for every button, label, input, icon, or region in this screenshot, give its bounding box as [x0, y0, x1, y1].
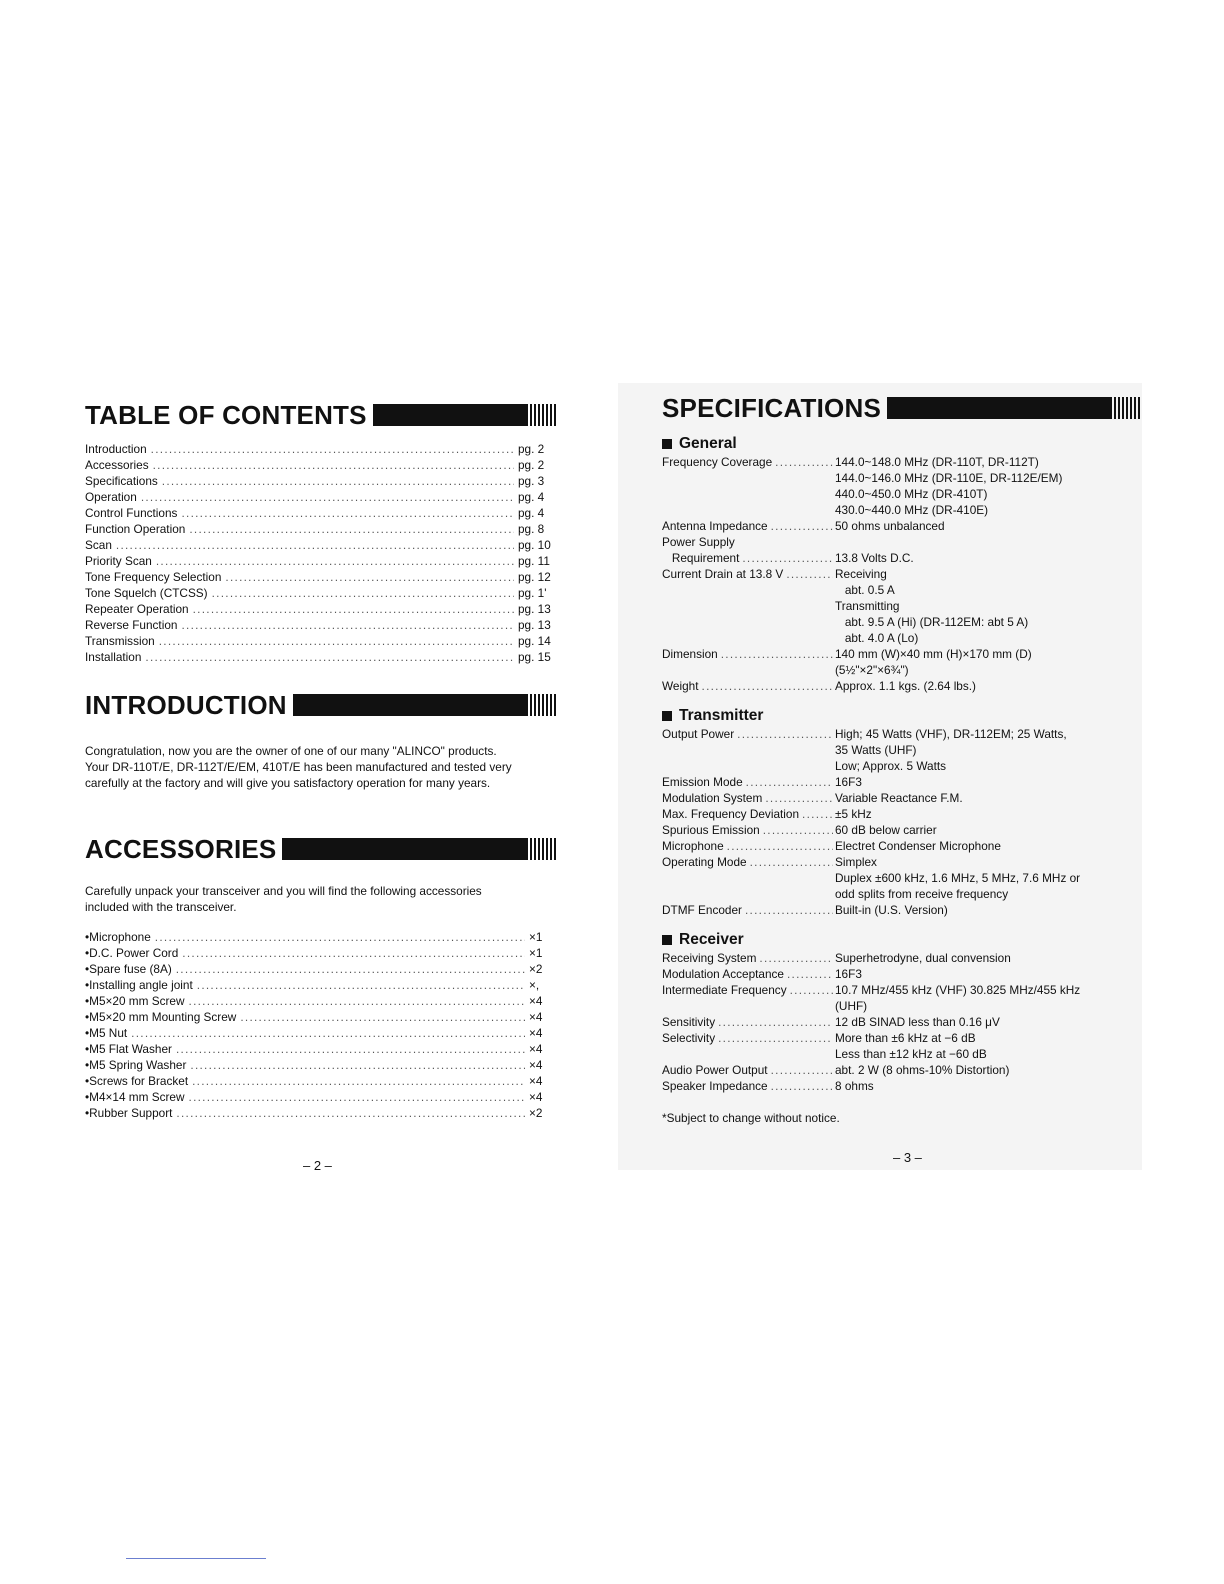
accessory-item	[85, 945, 547, 961]
dot-leader	[155, 929, 525, 945]
spec-value	[835, 534, 1140, 550]
spec-value-line: 12 dB SINAD less than 0.16 μV	[835, 1015, 1000, 1029]
square-bullet-icon	[662, 439, 672, 449]
dot-leader	[189, 1089, 525, 1105]
transmitter-heading: Transmitter	[662, 706, 1140, 726]
spec-row	[662, 806, 1140, 822]
spec-key-label: Frequency Coverage	[662, 455, 773, 469]
spec-key-label: Spurious Emission	[662, 823, 760, 837]
spec-key	[662, 566, 835, 646]
spec-value-line: abt. 9.5 A (Hi) (DR-112EM: abt 5 A)	[835, 615, 1029, 629]
spec-value	[835, 566, 1140, 646]
dot-leader	[176, 961, 525, 977]
spec-row	[662, 646, 1140, 678]
toc-entry	[85, 649, 556, 665]
toc-entry	[85, 457, 556, 473]
spec-row	[662, 534, 1140, 550]
header-bar	[887, 397, 1140, 419]
spec-key	[662, 726, 835, 774]
toc-entry-label: Tone Squelch (CTCSS)	[85, 586, 208, 600]
dot-leader	[742, 550, 833, 566]
spec-value-line: 16F3	[835, 775, 862, 789]
spec-row	[662, 566, 1140, 646]
toc-entry-label: Operation	[85, 490, 137, 504]
spec-key-label: Antenna Impedance	[662, 519, 768, 533]
toc-title: TABLE OF CONTENTS	[85, 400, 367, 430]
accessory-label: •Rubber Support	[85, 1106, 173, 1120]
accessory-quantity: ×2	[529, 962, 543, 976]
toc-entry-label: Function Operation	[85, 522, 186, 536]
toc-entry-page: pg. 4	[518, 490, 545, 504]
toc-entry	[85, 537, 556, 553]
toc-entry	[85, 569, 556, 585]
dot-leader	[141, 489, 514, 505]
accessory-quantity: ×2	[529, 1106, 543, 1120]
spec-value	[835, 790, 1140, 806]
square-bullet-icon	[662, 711, 672, 721]
spec-row	[662, 454, 1140, 518]
spec-value	[835, 806, 1140, 822]
accessory-label: •M4×14 mm Screw	[85, 1090, 185, 1104]
general-heading: General	[662, 434, 1140, 454]
square-bullet-icon	[662, 935, 672, 945]
disclaimer-note: *Subject to change without notice.	[662, 1111, 840, 1125]
toc-entry	[85, 473, 556, 489]
spec-key	[662, 790, 835, 806]
spec-row	[662, 726, 1140, 774]
spec-value	[835, 774, 1140, 790]
dot-leader	[182, 945, 525, 961]
toc-entry-label: Accessories	[85, 458, 149, 472]
accessory-label: •Spare fuse (8A)	[85, 962, 172, 976]
toc-entry-label: Tone Frequency Selection	[85, 570, 222, 584]
dot-leader	[771, 1078, 833, 1094]
spec-value-line: 144.0~148.0 MHz (DR-110T, DR-112T)	[835, 455, 1039, 469]
dot-leader	[802, 806, 833, 822]
accessory-label: •Screws for Bracket	[85, 1074, 189, 1088]
specifications-title: SPECIFICATIONS	[662, 393, 882, 423]
left-page	[85, 397, 556, 1121]
dot-leader	[718, 1014, 833, 1030]
spec-key-label: Intermediate Frequency	[662, 983, 787, 997]
accessory-label: •M5×20 mm Screw	[85, 994, 185, 1008]
spec-value-line: 50 ohms unbalanced	[835, 519, 945, 533]
spec-key	[662, 646, 835, 678]
toc-entry-page: pg. 13	[518, 602, 551, 616]
spec-value	[835, 1030, 1140, 1062]
spec-value-line: Transmitting	[835, 599, 900, 613]
header-bar	[282, 838, 556, 860]
toc-entry-label: Reverse Function	[85, 618, 178, 632]
spec-key-label: Power Supply	[662, 535, 735, 549]
spec-value-line: Built-in (U.S. Version)	[835, 903, 948, 917]
dot-leader	[156, 553, 514, 569]
spec-key	[662, 454, 835, 518]
dot-leader	[759, 950, 833, 966]
toc-entry-label: Transmission	[85, 634, 155, 648]
accessory-item	[85, 1073, 547, 1089]
right-page	[662, 390, 1140, 1126]
header-bar	[373, 404, 556, 426]
spec-key	[662, 550, 835, 566]
spec-row	[662, 822, 1140, 838]
spec-value-line: (5½"×2"×6¾")	[835, 663, 909, 677]
accessory-quantity: ×4	[529, 994, 543, 1008]
spec-key	[662, 982, 835, 1014]
spec-value-line: Electret Condenser Microphone	[835, 839, 1001, 853]
dot-leader	[162, 473, 514, 489]
spec-value-line: More than ±6 kHz at −6 dB	[835, 1031, 976, 1045]
accessory-item	[85, 961, 547, 977]
dot-leader	[702, 678, 833, 694]
dot-leader	[181, 505, 514, 521]
spec-key-label: Modulation System	[662, 791, 763, 805]
spec-row	[662, 774, 1140, 790]
toc-entry-page: pg. 4	[518, 506, 545, 520]
spec-value	[835, 550, 1140, 566]
toc-entry-page: pg. 14	[518, 634, 551, 648]
spec-key-label: Operating Mode	[662, 855, 747, 869]
accessory-label: •Microphone	[85, 930, 151, 944]
spec-key	[662, 838, 835, 854]
toc-entry	[85, 521, 556, 537]
spec-value	[835, 1062, 1140, 1078]
accessory-quantity: ×,	[529, 978, 540, 992]
accessory-label: •M5 Flat Washer	[85, 1042, 172, 1056]
accessory-label: •M5×20 mm Mounting Screw	[85, 1010, 237, 1024]
toc-entry-page: pg. 1'	[518, 586, 547, 600]
dot-leader	[727, 838, 833, 854]
spec-value	[835, 726, 1140, 774]
dot-leader	[718, 1030, 833, 1062]
spec-row	[662, 838, 1140, 854]
spec-key	[662, 822, 835, 838]
spec-key	[662, 966, 835, 982]
dot-leader	[131, 1025, 525, 1041]
accessory-item	[85, 1025, 547, 1041]
toc-entry	[85, 489, 556, 505]
spec-value-line: 8 ohms	[835, 1079, 874, 1093]
dot-leader	[176, 1041, 525, 1057]
spec-row	[662, 966, 1140, 982]
receiver-heading: Receiver	[662, 930, 1140, 950]
toc-entry	[85, 633, 556, 649]
toc-entry	[85, 441, 556, 457]
specifications-header	[662, 390, 1140, 426]
spec-value	[835, 646, 1140, 678]
spec-value-line: Low; Approx. 5 Watts	[835, 759, 947, 773]
transmitter-spec-list	[662, 726, 1140, 918]
dot-leader	[176, 1105, 525, 1121]
spec-row	[662, 1062, 1140, 1078]
dot-leader	[786, 566, 833, 646]
page-number: – 2 –	[303, 1158, 332, 1173]
intro-line: Your DR-110T/E, DR-112T/E/EM, 410T/E has been manufactured and tested very	[85, 760, 512, 774]
accessory-quantity: ×4	[529, 1042, 543, 1056]
spec-value-line: 10.7 MHz/455 kHz (VHF) 30.825 MHz/455 kHz	[835, 983, 1081, 997]
accessory-label: •M5 Spring Washer	[85, 1058, 187, 1072]
spec-value-line: 13.8 Volts D.C.	[835, 551, 914, 565]
accessory-quantity: ×1	[529, 930, 543, 944]
spec-key	[662, 806, 835, 822]
spec-value	[835, 518, 1140, 534]
accessory-label: •Installing angle joint	[85, 978, 193, 992]
spec-value-line: High; 45 Watts (VHF), DR-112EM; 25 Watts,	[835, 727, 1067, 741]
spec-value	[835, 982, 1140, 1014]
dot-leader	[225, 569, 514, 585]
toc-entry-label: Scan	[85, 538, 112, 552]
dot-leader	[145, 649, 514, 665]
dot-leader	[746, 774, 833, 790]
spec-key-label: Receiving System	[662, 951, 757, 965]
spec-row	[662, 982, 1140, 1014]
dot-leader	[771, 1062, 833, 1078]
dot-leader	[787, 966, 833, 982]
spec-value	[835, 822, 1140, 838]
spec-value-line: 440.0~450.0 MHz (DR-410T)	[835, 487, 988, 501]
toc-entry-page: pg. 2	[518, 458, 545, 472]
accessories-list	[85, 929, 547, 1121]
spec-key-label: Current Drain at 13.8 V	[662, 567, 784, 581]
spec-value	[835, 1014, 1140, 1030]
spec-value-line: 16F3	[835, 967, 862, 981]
divider-line	[126, 1558, 266, 1559]
spec-key-label: Max. Frequency Deviation	[662, 807, 800, 821]
toc-entry-label: Control Functions	[85, 506, 178, 520]
spec-value-line: Duplex ±600 kHz, 1.6 MHz, 5 MHz, 7.6 MHz or	[835, 871, 1081, 885]
spec-value	[835, 838, 1140, 854]
spec-value-line: abt. 4.0 A (Lo)	[835, 631, 919, 645]
dot-leader	[189, 993, 525, 1009]
spec-value	[835, 454, 1140, 518]
intro-text	[85, 743, 556, 791]
dot-leader	[745, 902, 833, 918]
spec-key-label: Sensitivity	[662, 1015, 716, 1029]
spec-row	[662, 854, 1140, 902]
dot-leader	[190, 1057, 525, 1073]
accessory-item	[85, 929, 547, 945]
dot-leader	[765, 790, 833, 806]
accessory-quantity: ×4	[529, 1058, 543, 1072]
spec-value-line: Variable Reactance F.M.	[835, 791, 963, 805]
spec-value	[835, 1078, 1140, 1094]
toc-header	[85, 397, 556, 433]
spec-key-label: Requirement	[662, 551, 740, 565]
spec-value	[835, 678, 1140, 694]
spec-row	[662, 678, 1140, 694]
accessory-item	[85, 993, 547, 1009]
toc-entry-page: pg. 10	[518, 538, 551, 552]
dot-leader	[790, 982, 833, 1014]
spec-row	[662, 950, 1140, 966]
spec-value-line: (UHF)	[835, 999, 868, 1013]
intro-title: INTRODUCTION	[85, 690, 287, 720]
spec-key	[662, 1062, 835, 1078]
spec-row	[662, 902, 1140, 918]
spec-key	[662, 950, 835, 966]
toc-entry-page: pg. 11	[518, 554, 550, 568]
accessory-item	[85, 1089, 547, 1105]
spec-key	[662, 854, 835, 902]
header-bar	[293, 694, 556, 716]
toc-entry-label: Specifications	[85, 474, 158, 488]
dot-leader	[189, 521, 514, 537]
dot-leader	[737, 726, 833, 774]
spec-key-label: Weight	[662, 679, 699, 693]
receiver-spec-list	[662, 950, 1140, 1094]
spec-value-line: Less than ±12 kHz at −60 dB	[835, 1047, 987, 1061]
spec-value	[835, 902, 1140, 918]
spec-key-label: Output Power	[662, 727, 735, 741]
toc-entry-page: pg. 15	[518, 650, 551, 664]
dot-leader	[212, 585, 514, 601]
spec-key	[662, 774, 835, 790]
accessories-line: included with the transceiver.	[85, 900, 237, 914]
toc-entry	[85, 553, 556, 569]
spec-value-line: Superhetrodyne, dual convension	[835, 951, 1011, 965]
spec-key-label: Selectivity	[662, 1031, 716, 1045]
spec-row	[662, 1014, 1140, 1030]
spec-key-label: Dimension	[662, 647, 718, 661]
spec-value-line: 140 mm (W)×40 mm (H)×170 mm (D)	[835, 647, 1032, 661]
toc-entry-page: pg. 2	[518, 442, 545, 456]
spec-value-line: Approx. 1.1 kgs. (2.64 lbs.)	[835, 679, 976, 693]
spec-row	[662, 1078, 1140, 1094]
spec-value-line: 430.0~440.0 MHz (DR-410E)	[835, 503, 989, 517]
page-number: – 3 –	[893, 1150, 922, 1165]
accessory-item	[85, 1041, 547, 1057]
intro-line: carefully at the factory and will give you satisfactory operation for many years.	[85, 776, 491, 790]
dot-leader	[159, 633, 514, 649]
spec-key-label: Microphone	[662, 839, 724, 853]
spec-key	[662, 518, 835, 534]
accessories-header	[85, 831, 556, 867]
dot-leader	[240, 1009, 525, 1025]
dot-leader	[771, 518, 833, 534]
spec-key	[662, 1014, 835, 1030]
accessory-quantity: ×1	[529, 946, 543, 960]
spec-key	[662, 678, 835, 694]
toc-entry-page: pg. 8	[518, 522, 545, 536]
spec-key-label: Emission Mode	[662, 775, 743, 789]
accessory-label: •D.C. Power Cord	[85, 946, 179, 960]
accessory-quantity: ×4	[529, 1010, 543, 1024]
dot-leader	[193, 601, 514, 617]
dot-leader	[197, 977, 525, 993]
spec-value-line: ±5 kHz	[835, 807, 872, 821]
accessory-quantity: ×4	[529, 1074, 543, 1088]
spec-row	[662, 550, 1140, 566]
dot-leader	[116, 537, 514, 553]
spec-value	[835, 950, 1140, 966]
accessory-item	[85, 1105, 547, 1121]
dot-leader	[721, 646, 833, 678]
general-spec-list	[662, 454, 1140, 694]
toc-entry-page: pg. 13	[518, 618, 551, 632]
intro-header	[85, 687, 556, 723]
spec-value-line: 144.0~146.0 MHz (DR-110E, DR-112E/EM)	[835, 471, 1063, 485]
spec-value-line: abt. 0.5 A	[835, 583, 895, 597]
spec-row	[662, 518, 1140, 534]
toc-entry-label: Priority Scan	[85, 554, 152, 568]
toc-entry-page: pg. 3	[518, 474, 545, 488]
spec-key-label: Audio Power Output	[662, 1063, 768, 1077]
toc-entry-label: Installation	[85, 650, 142, 664]
spec-key	[662, 534, 835, 550]
accessories-text	[85, 883, 556, 915]
spec-value	[835, 854, 1140, 902]
spec-value-line: 60 dB below carrier	[835, 823, 937, 837]
toc-entry	[85, 505, 556, 521]
spec-key-label: Speaker Impedance	[662, 1079, 768, 1093]
spec-row	[662, 1030, 1140, 1062]
spec-value	[835, 966, 1140, 982]
toc-entry-label: Repeater Operation	[85, 602, 189, 616]
spec-value-line: odd splits from receive frequency	[835, 887, 1009, 901]
toc-entry	[85, 585, 556, 601]
spec-key-label: Modulation Acceptance	[662, 967, 784, 981]
toc-list	[85, 441, 556, 665]
toc-entry-label: Introduction	[85, 442, 147, 456]
dot-leader	[181, 617, 514, 633]
accessory-label: •M5 Nut	[85, 1026, 128, 1040]
spec-key	[662, 1078, 835, 1094]
spec-value-line: Receiving	[835, 567, 887, 581]
intro-line: Congratulation, now you are the owner of one of our many "ALINCO" products.	[85, 744, 497, 758]
accessory-quantity: ×4	[529, 1090, 543, 1104]
spec-value-line: Simplex	[835, 855, 877, 869]
dot-leader	[763, 822, 833, 838]
toc-entry	[85, 617, 556, 633]
accessory-quantity: ×4	[529, 1026, 543, 1040]
dot-leader	[750, 854, 833, 902]
accessory-item	[85, 1009, 547, 1025]
dot-leader	[151, 441, 514, 457]
spec-key-label: DTMF Encoder	[662, 903, 742, 917]
accessories-title: ACCESSORIES	[85, 834, 277, 864]
accessories-line: Carefully unpack your transceiver and you will find the following accessories	[85, 884, 482, 898]
toc-entry	[85, 601, 556, 617]
spec-value-line: abt. 2 W (8 ohms-10% Distortion)	[835, 1063, 1010, 1077]
spec-row	[662, 790, 1140, 806]
accessory-item	[85, 1057, 547, 1073]
dot-leader	[192, 1073, 525, 1089]
toc-entry-page: pg. 12	[518, 570, 551, 584]
spec-key	[662, 902, 835, 918]
dot-leader	[775, 454, 833, 518]
accessory-item	[85, 977, 547, 993]
dot-leader	[153, 457, 514, 473]
spec-value-line: 35 Watts (UHF)	[835, 743, 917, 757]
spec-key	[662, 1030, 835, 1062]
